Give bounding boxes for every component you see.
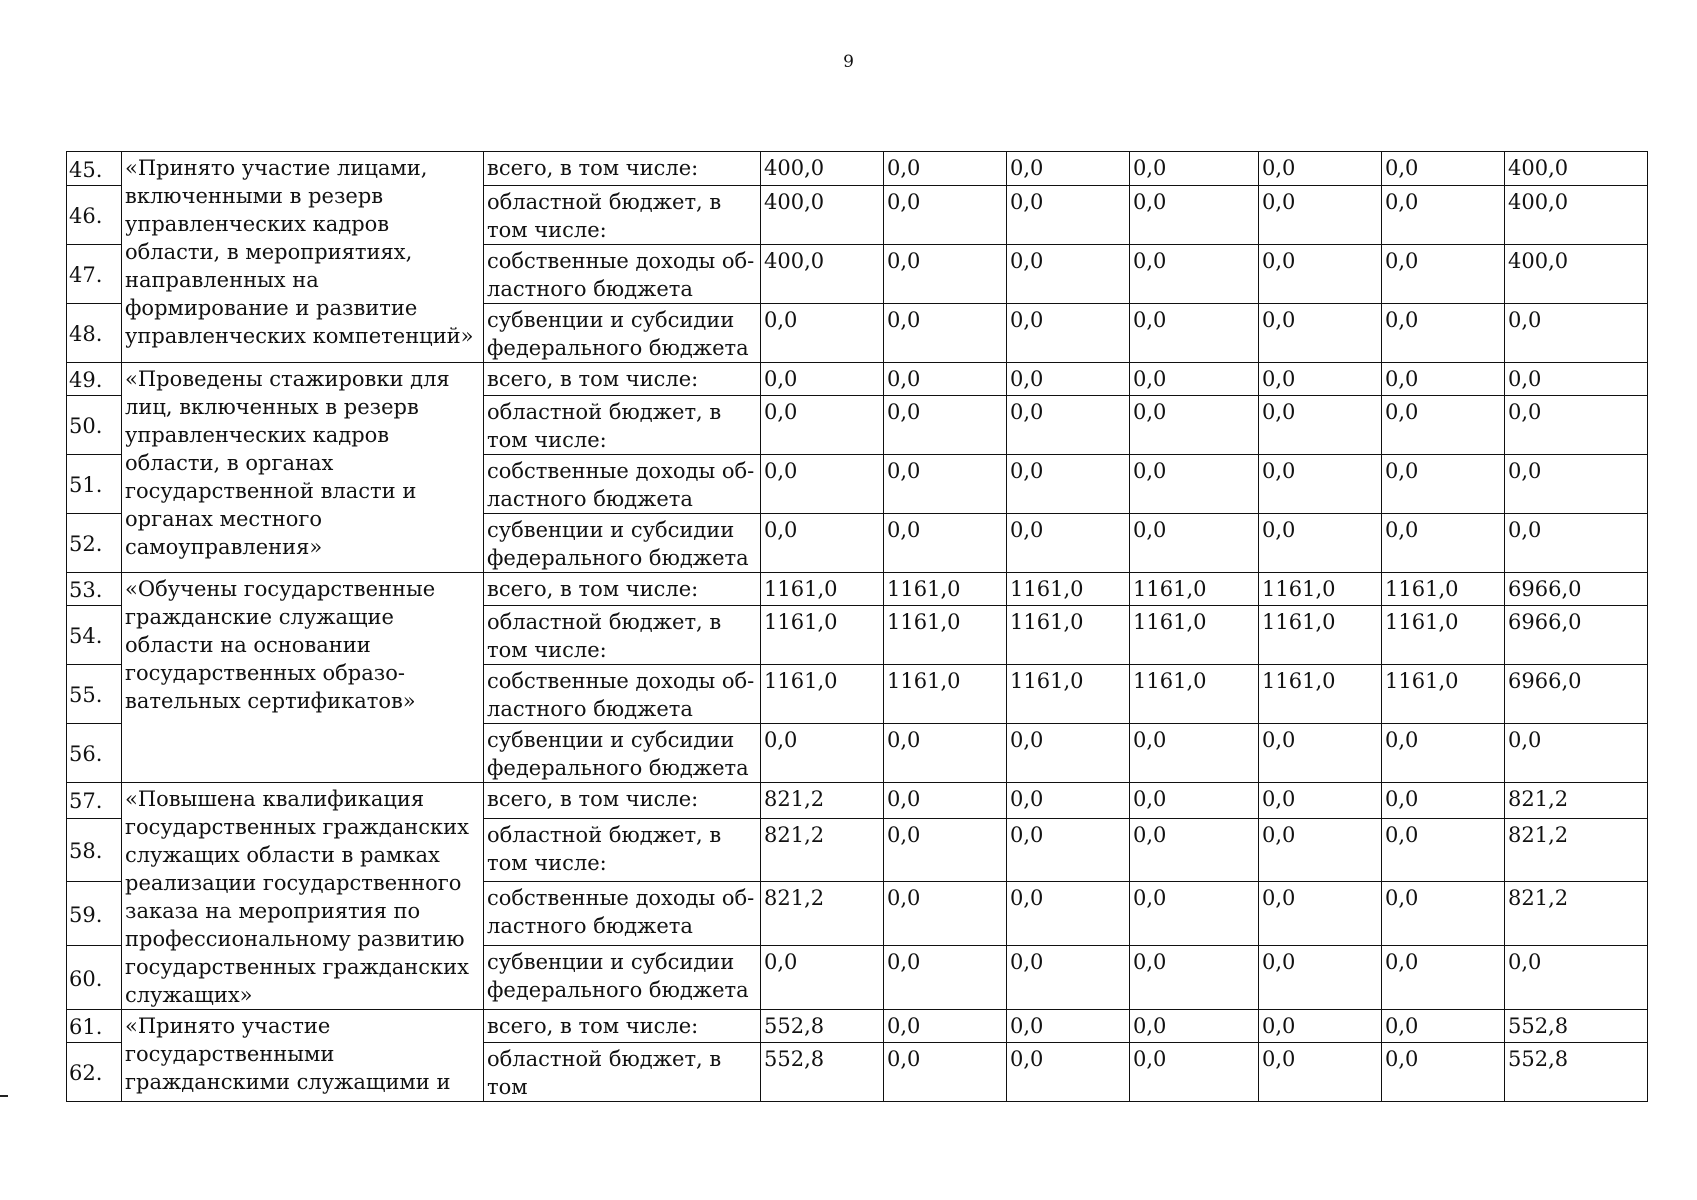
funding-source: областной бюджет, в том числе:: [484, 818, 761, 882]
value-cell: 0,0: [1007, 946, 1130, 1010]
funding-source: субвенции и субсидии федерального бюджета: [484, 304, 761, 363]
row-number: 51.: [67, 455, 122, 514]
funding-source: областной бюджет, в том числе:: [484, 186, 761, 245]
value-cell: 1161,0: [1130, 573, 1259, 606]
value-cell: 0,0: [1007, 1010, 1130, 1043]
value-cell: 0,0: [1505, 514, 1648, 573]
value-cell: 0,0: [761, 724, 884, 783]
value-cell: 0,0: [1007, 514, 1130, 573]
value-cell: 0,0: [884, 1043, 1007, 1102]
value-cell: 0,0: [1259, 152, 1382, 186]
value-cell: 0,0: [1007, 396, 1130, 455]
value-cell: 0,0: [1259, 455, 1382, 514]
value-cell: 0,0: [1130, 245, 1259, 304]
value-cell: 0,0: [1382, 724, 1505, 783]
value-cell: 1161,0: [1259, 665, 1382, 724]
value-cell: 0,0: [884, 186, 1007, 245]
value-cell: 0,0: [1505, 363, 1648, 396]
value-cell: 0,0: [1382, 455, 1505, 514]
table-row: [67, 1010, 1648, 1043]
value-cell: 1161,0: [1382, 665, 1505, 724]
row-number: 61.: [67, 1010, 122, 1043]
value-cell: 0,0: [1382, 152, 1505, 186]
row-number: 55.: [67, 665, 122, 724]
funding-source: всего, в том числе:: [484, 573, 761, 606]
value-cell: 821,2: [761, 882, 884, 946]
funding-source: субвенции и субсидии федерального бюджета: [484, 946, 761, 1010]
value-cell: 400,0: [761, 245, 884, 304]
value-cell: 1161,0: [1382, 606, 1505, 665]
value-cell: 1161,0: [1130, 606, 1259, 665]
value-cell: 0,0: [1130, 882, 1259, 946]
measure-title: «Принято участие лицами, включенными в резерв управленческих кадров области, в мероприятиях, направленных на формирование и развитие управленческих компетенций»: [122, 152, 484, 363]
value-cell: 0,0: [1130, 946, 1259, 1010]
value-cell: 0,0: [1130, 783, 1259, 819]
value-cell: 0,0: [1007, 363, 1130, 396]
value-cell: 1161,0: [1007, 573, 1130, 606]
value-cell: 0,0: [884, 152, 1007, 186]
value-cell: 821,2: [1505, 818, 1648, 882]
value-cell: 6966,0: [1505, 573, 1648, 606]
row-number: 49.: [67, 363, 122, 396]
value-cell: 552,8: [761, 1010, 884, 1043]
value-cell: 0,0: [884, 783, 1007, 819]
margin-mark: [0, 1095, 8, 1097]
value-cell: 0,0: [1130, 455, 1259, 514]
value-cell: 0,0: [1259, 783, 1382, 819]
value-cell: 1161,0: [884, 665, 1007, 724]
funding-source: всего, в том числе:: [484, 152, 761, 186]
measure-title: «Повышена квалификация государственных гражданских служащих области в рамках реализации государственного заказа на мероприятия по профессиональному развитию государственных гражданских служащих»: [122, 783, 484, 1010]
budget-table: [66, 151, 1648, 1102]
row-number: 46.: [67, 186, 122, 245]
value-cell: 0,0: [884, 818, 1007, 882]
value-cell: 0,0: [1007, 186, 1130, 245]
value-cell: 0,0: [1505, 455, 1648, 514]
value-cell: 0,0: [1259, 946, 1382, 1010]
value-cell: 0,0: [1130, 818, 1259, 882]
value-cell: 1161,0: [884, 606, 1007, 665]
row-number: 59.: [67, 882, 122, 946]
value-cell: 0,0: [1259, 304, 1382, 363]
value-cell: 0,0: [761, 396, 884, 455]
value-cell: 1161,0: [1382, 573, 1505, 606]
value-cell: 0,0: [884, 724, 1007, 783]
value-cell: 821,2: [1505, 783, 1648, 819]
row-number: 58.: [67, 818, 122, 882]
row-number: 54.: [67, 606, 122, 665]
value-cell: 0,0: [761, 514, 884, 573]
value-cell: 0,0: [1382, 304, 1505, 363]
value-cell: 0,0: [1259, 363, 1382, 396]
value-cell: 0,0: [1259, 396, 1382, 455]
value-cell: 0,0: [1382, 1043, 1505, 1102]
page-number: 9: [843, 52, 854, 72]
value-cell: 400,0: [1505, 245, 1648, 304]
value-cell: 0,0: [884, 946, 1007, 1010]
measure-title: «Проведены стажировки для лиц, включенных в резерв управленческих кадров области, в органах государственной власти и органах местного самоуправления»: [122, 363, 484, 573]
value-cell: 1161,0: [884, 573, 1007, 606]
value-cell: 0,0: [1259, 1010, 1382, 1043]
value-cell: 400,0: [761, 186, 884, 245]
row-number: 50.: [67, 396, 122, 455]
funding-source: всего, в том числе:: [484, 1010, 761, 1043]
row-number: 60.: [67, 946, 122, 1010]
value-cell: 0,0: [761, 946, 884, 1010]
value-cell: 0,0: [1007, 455, 1130, 514]
value-cell: 0,0: [1259, 245, 1382, 304]
table-row: [67, 783, 1648, 819]
value-cell: 0,0: [1130, 396, 1259, 455]
measure-title: «Обучены государственные гражданские служащие области на основании государственных образовательных сертификатов»: [122, 573, 484, 783]
value-cell: 0,0: [1382, 818, 1505, 882]
table-row: [67, 573, 1648, 606]
measure-title: «Принято участие государственными гражданскими служащими и: [122, 1010, 484, 1102]
value-cell: 0,0: [761, 363, 884, 396]
value-cell: 0,0: [1007, 818, 1130, 882]
row-number: 56.: [67, 724, 122, 783]
funding-source: собственные доходы областного бюджета: [484, 455, 761, 514]
value-cell: 6966,0: [1505, 606, 1648, 665]
row-number: 48.: [67, 304, 122, 363]
value-cell: 0,0: [1382, 396, 1505, 455]
value-cell: 6966,0: [1505, 665, 1648, 724]
value-cell: 0,0: [1382, 1010, 1505, 1043]
value-cell: 0,0: [1505, 946, 1648, 1010]
row-number: 45.: [67, 152, 122, 186]
table-row: [67, 152, 1648, 186]
value-cell: 0,0: [1007, 882, 1130, 946]
row-number: 57.: [67, 783, 122, 819]
value-cell: 0,0: [1130, 363, 1259, 396]
funding-source: собственные доходы областного бюджета: [484, 882, 761, 946]
funding-source: субвенции и субсидии федерального бюджета: [484, 514, 761, 573]
value-cell: 0,0: [1259, 724, 1382, 783]
value-cell: 0,0: [761, 304, 884, 363]
value-cell: 0,0: [884, 245, 1007, 304]
value-cell: 0,0: [1505, 724, 1648, 783]
funding-source: субвенции и субсидии федерального бюджета: [484, 724, 761, 783]
value-cell: 0,0: [1259, 514, 1382, 573]
value-cell: 0,0: [884, 304, 1007, 363]
value-cell: 552,8: [761, 1043, 884, 1102]
value-cell: 0,0: [1382, 363, 1505, 396]
value-cell: 400,0: [1505, 152, 1648, 186]
value-cell: 0,0: [1259, 882, 1382, 946]
funding-source: собственные доходы областного бюджета: [484, 245, 761, 304]
funding-source: областной бюджет, в том числе:: [484, 396, 761, 455]
value-cell: 0,0: [884, 1010, 1007, 1043]
value-cell: 0,0: [1130, 514, 1259, 573]
value-cell: 0,0: [1505, 396, 1648, 455]
value-cell: 0,0: [884, 363, 1007, 396]
value-cell: 0,0: [1382, 783, 1505, 819]
value-cell: 0,0: [1007, 304, 1130, 363]
value-cell: 0,0: [1007, 245, 1130, 304]
value-cell: 0,0: [884, 396, 1007, 455]
value-cell: 0,0: [1382, 186, 1505, 245]
row-number: 47.: [67, 245, 122, 304]
value-cell: 0,0: [884, 882, 1007, 946]
value-cell: 0,0: [1130, 304, 1259, 363]
value-cell: 0,0: [1130, 1043, 1259, 1102]
value-cell: 1161,0: [761, 573, 884, 606]
funding-source: всего, в том числе:: [484, 363, 761, 396]
value-cell: 821,2: [1505, 882, 1648, 946]
value-cell: 0,0: [1130, 152, 1259, 186]
value-cell: 0,0: [1382, 514, 1505, 573]
funding-source: собственные доходы областного бюджета: [484, 665, 761, 724]
value-cell: 0,0: [1007, 783, 1130, 819]
value-cell: 0,0: [884, 455, 1007, 514]
value-cell: 400,0: [761, 152, 884, 186]
value-cell: 1161,0: [1007, 665, 1130, 724]
value-cell: 0,0: [1259, 1043, 1382, 1102]
value-cell: 552,8: [1505, 1043, 1648, 1102]
value-cell: 552,8: [1505, 1010, 1648, 1043]
funding-source: областной бюджет, в том числе:: [484, 606, 761, 665]
value-cell: 400,0: [1505, 186, 1648, 245]
value-cell: 0,0: [1259, 186, 1382, 245]
value-cell: 821,2: [761, 818, 884, 882]
value-cell: 0,0: [1259, 818, 1382, 882]
table-row: [67, 363, 1648, 396]
value-cell: 1161,0: [1259, 606, 1382, 665]
value-cell: 0,0: [1130, 186, 1259, 245]
funding-source: областной бюджет, в том: [484, 1043, 761, 1102]
value-cell: 0,0: [1382, 245, 1505, 304]
value-cell: 0,0: [1505, 304, 1648, 363]
value-cell: 0,0: [1007, 1043, 1130, 1102]
value-cell: 0,0: [1382, 946, 1505, 1010]
value-cell: 0,0: [1130, 1010, 1259, 1043]
funding-source: всего, в том числе:: [484, 783, 761, 819]
row-number: 62.: [67, 1043, 122, 1102]
value-cell: 0,0: [1382, 882, 1505, 946]
row-number: 52.: [67, 514, 122, 573]
row-number: 53.: [67, 573, 122, 606]
value-cell: 1161,0: [1259, 573, 1382, 606]
value-cell: 0,0: [1007, 152, 1130, 186]
value-cell: 0,0: [761, 455, 884, 514]
value-cell: 1161,0: [1130, 665, 1259, 724]
value-cell: 0,0: [1007, 724, 1130, 783]
value-cell: 821,2: [761, 783, 884, 819]
value-cell: 0,0: [1130, 724, 1259, 783]
value-cell: 0,0: [884, 514, 1007, 573]
value-cell: 1161,0: [761, 665, 884, 724]
value-cell: 1161,0: [761, 606, 884, 665]
value-cell: 1161,0: [1007, 606, 1130, 665]
